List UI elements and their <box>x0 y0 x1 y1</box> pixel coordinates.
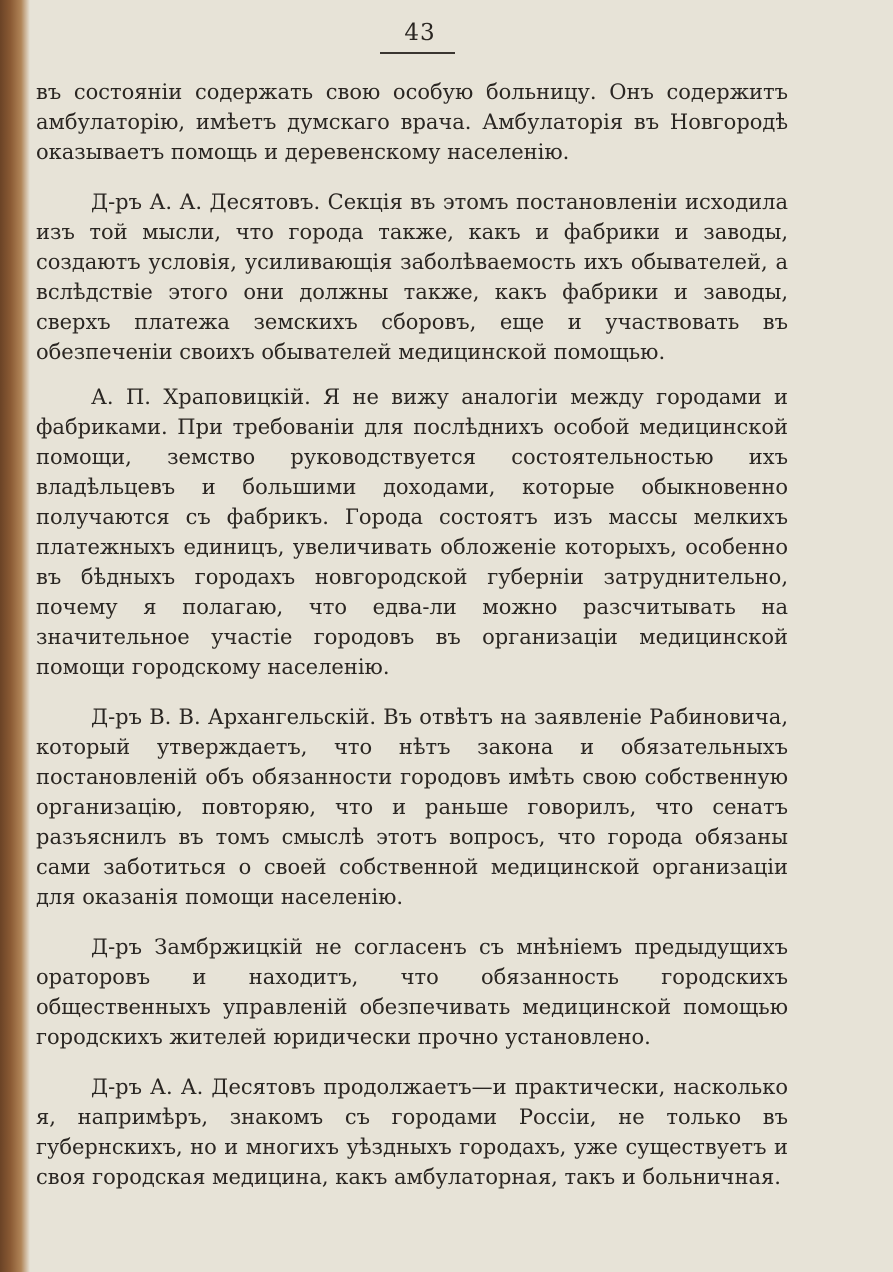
paragraph-arkhangelsky: Д-ръ В. В. Архангельскій. Въ отвѣтъ на заявленіе Рабиновича, который утверждаетъ, что нѣтъ закона и обязательныхъ постановленій объ обязанности городовъ имѣть свою собственную организацію, повторяю, что и раньше говорилъ, что сенатъ разъяснилъ въ томъ смыслѣ этотъ вопросъ, что города обязаны сами заботиться о своей собственной медицинской организаціи для оказанія помощи населенію. <box>36 705 788 909</box>
book-spine-edge <box>0 0 30 1272</box>
paragraph-zambrzhitsky: Д-ръ Замбржицкій не согласенъ съ мнѣніемъ предыдущихъ ораторовъ и находитъ, что обязанность городскихъ общественныхъ управленій обезпечивать медицинской помощью городскихъ жителей юридически прочно установлено. <box>36 935 788 1049</box>
paragraph-desyatov-continues: Д-ръ А. А. Десятовъ продолжаетъ—и практически, насколько я, напримѣръ, знакомъ съ городами Россіи, не только въ губернскихъ, но и многихъ уѣздныхъ городахъ, уже существуетъ и своя городская медицина, какъ амбулаторная, такъ и больничная. <box>36 1075 788 1189</box>
paragraph-desyatov: Д-ръ А. А. Десятовъ. Секція въ этомъ постановленіи исходила изъ той мысли, что города также, какъ и фабрики и заводы, создаютъ условія, усиливающія заболѣваемость ихъ обывателей, а вслѣдствіе этого они должны также, какъ фабрики и заводы, сверхъ платежа земскихъ сборовъ, еще и участвовать въ обезпеченіи своихъ обывателей медицинской помощью. <box>36 190 788 364</box>
document-page <box>30 0 893 1272</box>
page-number-rule <box>380 52 455 54</box>
page-number: 43 <box>404 20 436 46</box>
paragraph-khrapovitsky: А. П. Храповицкій. Я не вижу аналогіи между городами и фабриками. При требованіи для послѣднихъ особой медицинской помощи, земство руководствуется состоятельностью ихъ владѣльцевъ и большими доходами, которые обыкновенно получаются съ фабрикъ. Города состоятъ изъ массы мелкихъ платежныхъ единицъ, увеличивать обложеніе которыхъ, особенно въ бѣдныхъ городахъ новгородской губерніи затруднительно, почему я полагаю, что едва-ли можно разсчитывать на значительное участіе городовъ въ организаціи медицинской помощи городскому населенію. <box>36 385 788 679</box>
page-body <box>36 77 788 1192</box>
paragraph-continuation: въ состояніи содержать свою особую больницу. Онъ содержитъ амбулаторію, имѣетъ думскаго врача. Амбулаторія въ Новгородѣ оказываетъ помощь и деревенскому населенію. <box>36 80 788 164</box>
